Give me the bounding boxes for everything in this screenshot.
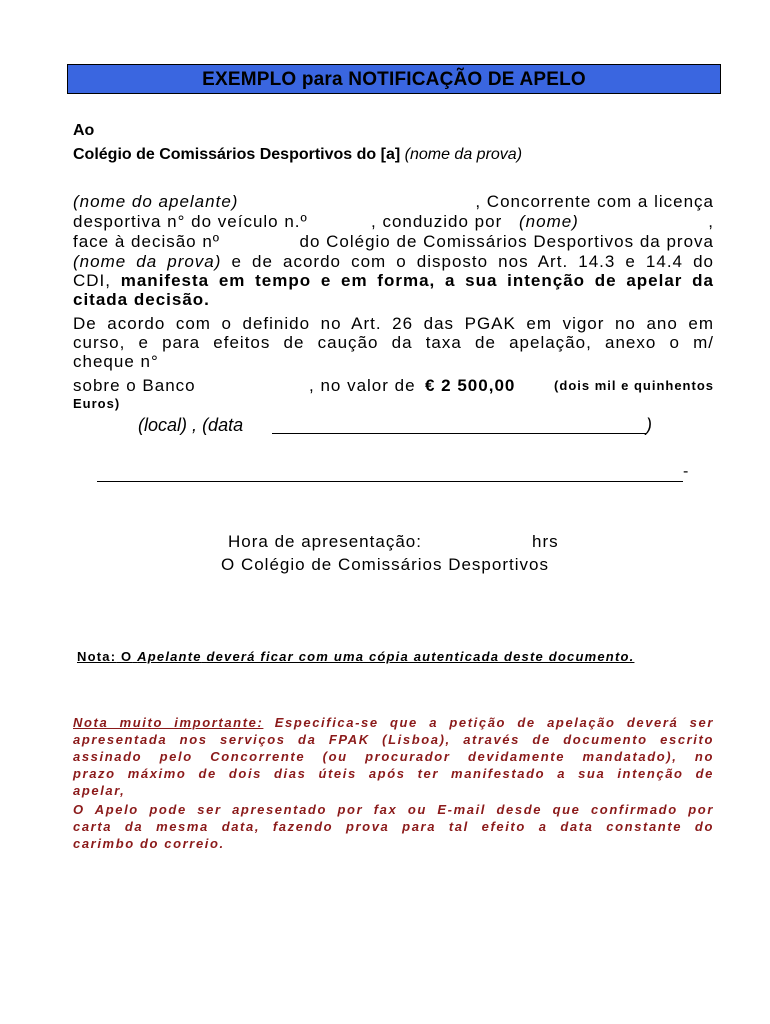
body-line-6: citada decisão.	[73, 290, 210, 309]
body-line-1: (nome do apelante) , Concorrente com a licença	[73, 192, 714, 211]
important-line-5: apelar,	[73, 783, 126, 798]
college-signature: O Colégio de Comissários Desportivos	[221, 555, 549, 574]
body-line-2: desportiva n° do veículo n.º , conduzido por (nome) ,	[73, 212, 714, 231]
important-label: Nota muito importante:	[73, 715, 264, 730]
important-line-8: carimbo do correio.	[73, 836, 225, 851]
local-placeholder: (local)	[138, 415, 188, 435]
important-line-4: prazo máximo de dois dias úteis após ter manifestado a sua intenção de	[73, 766, 714, 781]
body-line-11: Euros)	[73, 396, 121, 411]
body-line-4: (nome da prova) e de acordo com o disposto nos Art. 14.3 e 14.4 do	[73, 252, 714, 271]
title-banner	[67, 64, 721, 94]
body-line-8: curso, e para efeitos de caução da taxa de apelação, anexo o m/	[73, 333, 714, 352]
date-close-paren: )	[646, 415, 652, 435]
important-line-3: assinado pelo Concorrente (ou procurador devidamente mandatado), no	[73, 749, 714, 764]
signature-dash: -	[683, 463, 689, 480]
body-line-10: sobre o Banco , no valor de € 2 500,00 (dois mil e quinhentos	[73, 376, 714, 395]
body-line-5: CDI, manifesta em tempo e em forma, a sua intenção de apelar da	[73, 271, 714, 290]
document-title: EXEMPLO para NOTIFICAÇÃO DE APELO	[202, 69, 586, 90]
recipient-to: Ao	[73, 122, 95, 139]
important-line-7: carta da mesma data, fazendo prova para tal efeito a data constante do	[73, 819, 714, 834]
signature-line	[97, 463, 683, 482]
date-blank-line	[272, 415, 646, 434]
body-line-7: De acordo com o definido no Art. 26 das PGAK em vigor no ano em	[73, 314, 714, 333]
important-line-1: Nota muito importante: Especifica-se que a petição de apelação deverá ser	[73, 715, 714, 730]
hora-label: Hora de apresentação:	[228, 532, 422, 551]
hrs-label: hrs	[532, 532, 559, 551]
recipient-college: Colégio de Comissários Desportivos do [a] (nome da prova)	[73, 146, 523, 163]
place-date-row: (local) , (data	[138, 415, 244, 435]
nota-line: Nota: O Apelante deverá ficar com uma cópia autenticada deste documento.	[77, 649, 635, 664]
date-placeholder: (data	[202, 415, 244, 435]
body-line-3: face à decisão nº do Colégio de Comissários Desportivos da prova	[73, 232, 714, 251]
body-line-9: cheque n°	[73, 352, 159, 371]
important-line-6: O Apelo pode ser apresentado por fax ou E-mail desde que confirmado por	[73, 802, 714, 817]
important-line-2: apresentada nos serviços da FPAK (Lisboa), através de documento escrito	[73, 732, 714, 747]
